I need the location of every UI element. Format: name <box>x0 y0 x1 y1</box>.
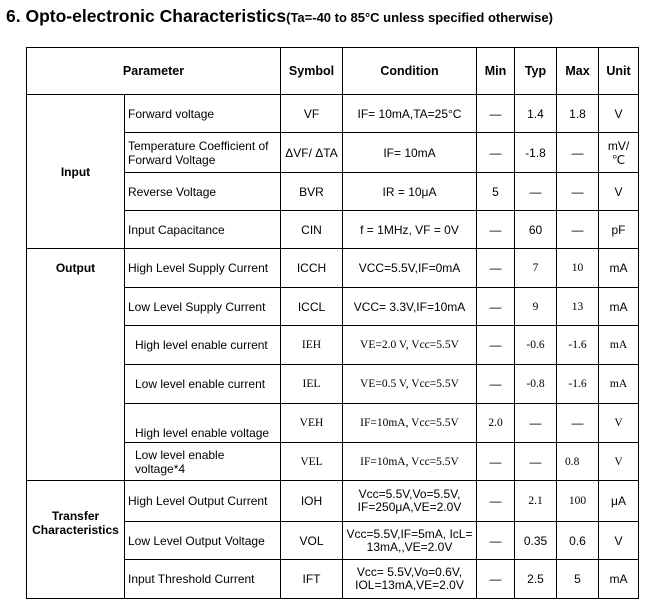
symbol-cell: ICCL <box>281 288 343 326</box>
typ-cell: 0.35 <box>515 522 557 560</box>
min-cell: — <box>477 326 515 365</box>
condition-cell: IF= 10mA <box>343 133 477 173</box>
header-typ: Typ <box>515 48 557 95</box>
param-cell: Forward voltage <box>125 95 281 133</box>
min-cell: — <box>477 249 515 288</box>
typ-cell: — <box>515 173 557 211</box>
table-row <box>27 95 639 133</box>
symbol-cell: IEL <box>281 365 343 404</box>
param-cell: Low Level Supply Current <box>125 288 281 326</box>
condition-cell: Vcc=5.5V,Vo=5.5V, IF=250μA,VE=2.0V <box>343 481 477 522</box>
unit-cell: V <box>599 173 639 211</box>
param-cell: Low level enable current <box>125 365 281 404</box>
symbol-cell: BVR <box>281 173 343 211</box>
unit-cell: mA <box>599 365 639 404</box>
condition-cell: IR = 10μA <box>343 173 477 211</box>
symbol-cell: IOH <box>281 481 343 522</box>
symbol-cell: IEH <box>281 326 343 365</box>
min-cell: — <box>477 288 515 326</box>
group-output-label: Output <box>27 249 125 481</box>
unit-cell: V <box>599 95 639 133</box>
unit-cell: μA <box>599 481 639 522</box>
condition-cell: Vcc=5.5V,IF=5mA, IcL= 13mA,,VE=2.0V <box>343 522 477 560</box>
param-cell: Low Level Output Voltage <box>125 522 281 560</box>
min-cell: — <box>477 133 515 173</box>
section-heading <box>6 6 553 27</box>
typ-cell: 1.4 <box>515 95 557 133</box>
table-row <box>27 249 639 288</box>
characteristics-table <box>26 47 639 599</box>
unit-cell: V <box>599 522 639 560</box>
param-cell: High Level Output Current <box>125 481 281 522</box>
header-unit: Unit <box>599 48 639 95</box>
condition-cell: IF= 10mA,TA=25°C <box>343 95 477 133</box>
header-min: Min <box>477 48 515 95</box>
min-cell: — <box>477 211 515 249</box>
unit-cell: mA <box>599 326 639 365</box>
typ-cell: -1.8 <box>515 133 557 173</box>
max-cell: -1.6 <box>557 365 599 404</box>
typ-cell: — <box>515 404 557 443</box>
symbol-cell: VEH <box>281 404 343 443</box>
symbol-cell: ΔVF/ ΔTA <box>281 133 343 173</box>
condition-cell: IF=10mA, Vcc=5.5V <box>343 404 477 443</box>
header-condition: Condition <box>343 48 477 95</box>
min-cell: 5 <box>477 173 515 211</box>
max-cell: 1.8 <box>557 95 599 133</box>
group-input-label: Input <box>27 95 125 249</box>
symbol-cell: VEL <box>281 443 343 481</box>
max-cell: 0.6 <box>557 522 599 560</box>
symbol-cell: VF <box>281 95 343 133</box>
header-parameter: Parameter <box>27 48 281 95</box>
section-subtitle: (Ta=-40 to 85°C unless specified otherwise) <box>286 10 553 25</box>
max-cell: — <box>557 173 599 211</box>
min-cell: — <box>477 365 515 404</box>
header-max: Max <box>557 48 599 95</box>
param-cell: High Level Supply Current <box>125 249 281 288</box>
min-cell: 2.0 <box>477 404 515 443</box>
section-title: 6. Opto-electronic Characteristics <box>6 6 287 26</box>
unit-cell: mA <box>599 249 639 288</box>
max-cell: 100 <box>557 481 599 522</box>
typ-cell: -0.8 <box>515 365 557 404</box>
typ-cell: 60 <box>515 211 557 249</box>
unit-cell: mA <box>599 288 639 326</box>
unit-cell: V <box>599 443 639 481</box>
unit-cell: pF <box>599 211 639 249</box>
max-cell: 13 <box>557 288 599 326</box>
condition-cell: VE=2.0 V, Vcc=5.5V <box>343 326 477 365</box>
min-cell: — <box>477 443 515 481</box>
symbol-cell: CIN <box>281 211 343 249</box>
typ-cell: 9 <box>515 288 557 326</box>
condition-cell: f = 1MHz, VF = 0V <box>343 211 477 249</box>
unit-cell: mV/℃ <box>599 133 639 173</box>
header-symbol: Symbol <box>281 48 343 95</box>
group-transfer-label: Transfer Characteristics <box>27 481 125 599</box>
min-cell: — <box>477 481 515 522</box>
min-cell: — <box>477 522 515 560</box>
symbol-cell: VOL <box>281 522 343 560</box>
typ-cell: — <box>515 443 557 481</box>
typ-cell: -0.6 <box>515 326 557 365</box>
unit-cell: V <box>599 404 639 443</box>
condition-cell: IF=10mA, Vcc=5.5V <box>343 443 477 481</box>
max-cell: — <box>557 133 599 173</box>
min-cell: — <box>477 95 515 133</box>
condition-cell: Vcc= 5.5V,Vo=0.6V, IOL=13mA,VE=2.0V <box>343 560 477 599</box>
param-cell: Reverse Voltage <box>125 173 281 211</box>
param-cell: Input Threshold Current <box>125 560 281 599</box>
unit-cell: mA <box>599 560 639 599</box>
typ-cell: 7 <box>515 249 557 288</box>
header-row <box>27 48 639 95</box>
max-cell: -1.6 <box>557 326 599 365</box>
condition-cell: VE=0.5 V, Vcc=5.5V <box>343 365 477 404</box>
max-cell: 0.8 <box>557 443 599 481</box>
table-row <box>27 481 639 522</box>
min-cell: — <box>477 560 515 599</box>
max-cell: 5 <box>557 560 599 599</box>
max-cell: — <box>557 404 599 443</box>
condition-cell: VCC=5.5V,IF=0mA <box>343 249 477 288</box>
max-cell: 10 <box>557 249 599 288</box>
param-cell: High level enable current <box>125 326 281 365</box>
symbol-cell: IFT <box>281 560 343 599</box>
param-cell: Low level enable voltage*4 <box>125 443 281 481</box>
param-cell: High level enable voltage <box>125 404 281 443</box>
symbol-cell: ICCH <box>281 249 343 288</box>
condition-cell: VCC= 3.3V,IF=10mA <box>343 288 477 326</box>
typ-cell: 2.1 <box>515 481 557 522</box>
typ-cell: 2.5 <box>515 560 557 599</box>
max-cell: — <box>557 211 599 249</box>
param-cell: Temperature Coefficient of Forward Voltage <box>125 133 281 173</box>
param-cell: Input Capacitance <box>125 211 281 249</box>
